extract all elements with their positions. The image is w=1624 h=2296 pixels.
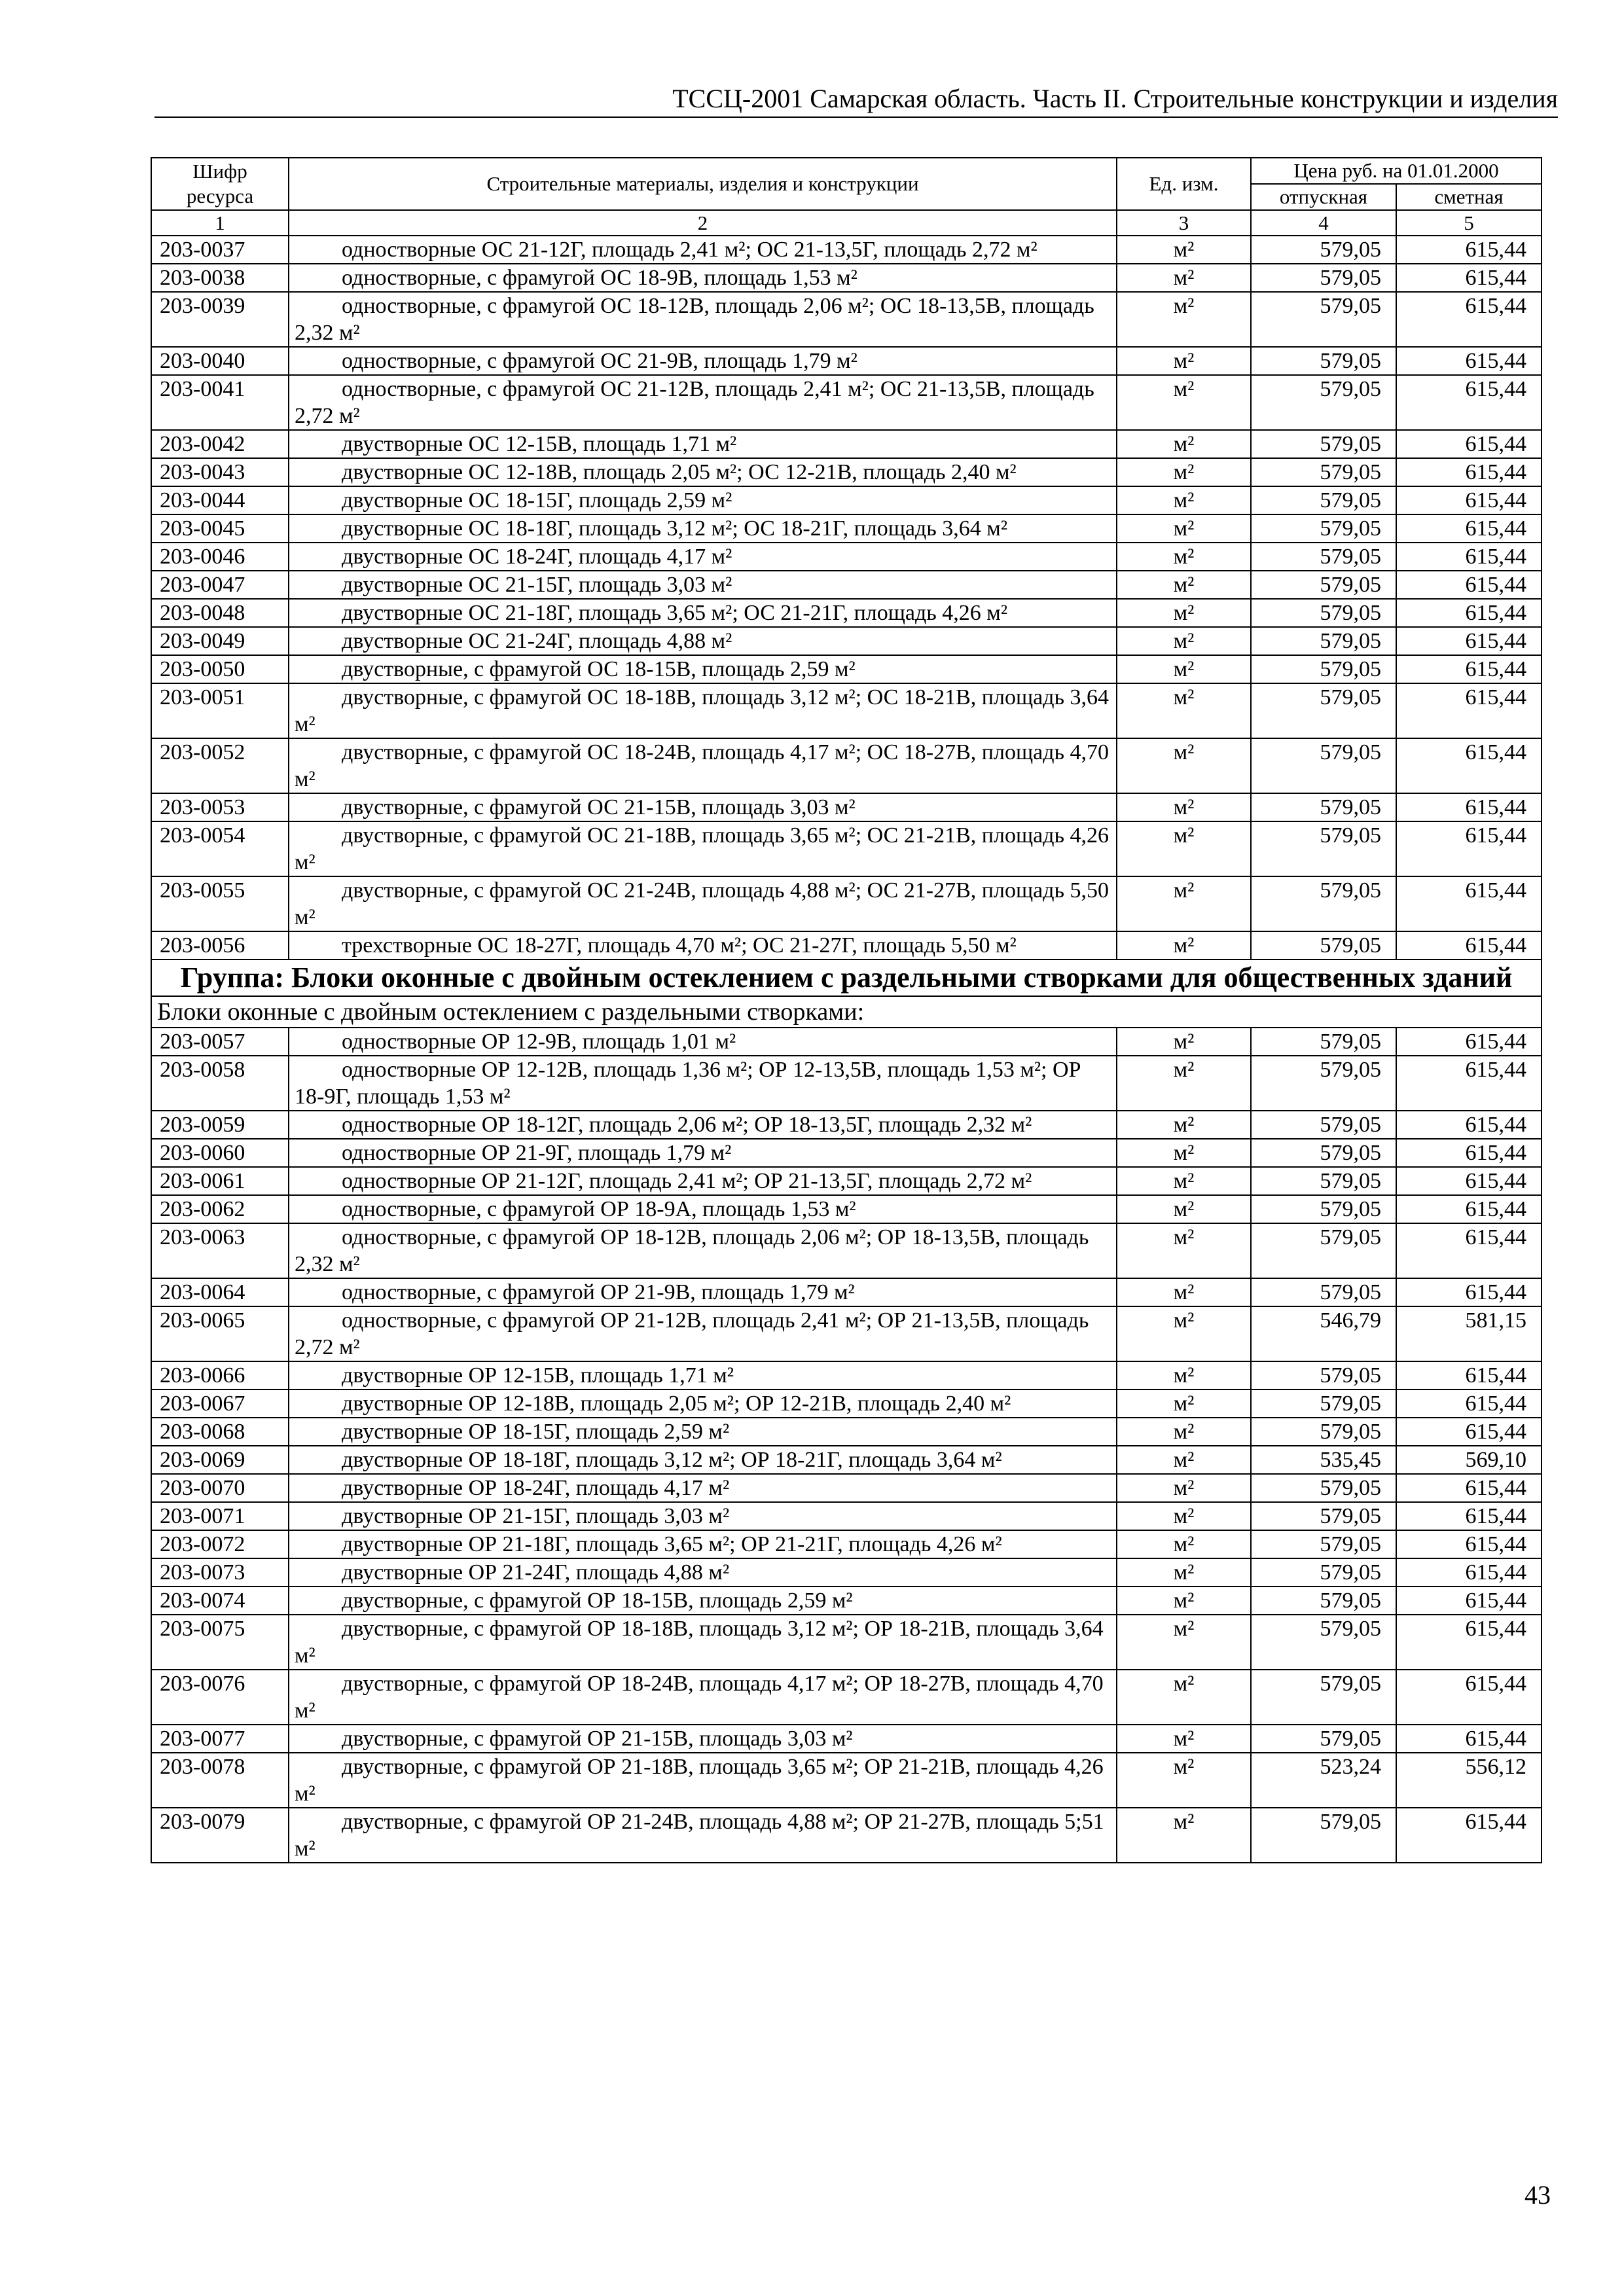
estimate-price: 615,44 xyxy=(1396,1223,1542,1278)
estimate-price: 581,15 xyxy=(1396,1306,1542,1361)
table-row xyxy=(151,1725,1542,1753)
item-description: одностворные, с фрамугой ОС 18-9В, площадь 1,53 м² xyxy=(289,264,1117,292)
unit-of-measure: м² xyxy=(1117,1587,1251,1615)
resource-code: 203-0049 xyxy=(151,627,289,655)
resource-code: 203-0067 xyxy=(151,1390,289,1418)
estimate-price: 615,44 xyxy=(1396,1028,1542,1056)
item-description: одностворные ОР 18-12Г, площадь 2,06 м²; ОР 18-13,5Г, площадь 2,32 м² xyxy=(289,1111,1117,1139)
estimate-price: 615,44 xyxy=(1396,655,1542,683)
wholesale-price: 579,05 xyxy=(1251,375,1396,430)
estimate-price: 615,44 xyxy=(1396,543,1542,571)
item-description: одностворные, с фрамугой ОС 21-9В, площадь 1,79 м² xyxy=(289,347,1117,375)
unit-of-measure: м² xyxy=(1117,1418,1251,1446)
table-row xyxy=(151,683,1542,738)
table-row xyxy=(151,347,1542,375)
unit-of-measure: м² xyxy=(1117,1167,1251,1195)
table-row xyxy=(151,1390,1542,1418)
table-row xyxy=(151,1028,1542,1056)
resource-code: 203-0079 xyxy=(151,1808,289,1863)
table-row xyxy=(151,599,1542,627)
table-row xyxy=(151,571,1542,599)
estimate-price: 615,44 xyxy=(1396,1139,1542,1167)
estimate-price: 615,44 xyxy=(1396,236,1542,264)
page-number: 43 xyxy=(1525,2180,1551,2210)
item-description: двустворные ОР 18-18Г, площадь 3,12 м²; ОР 18-21Г, площадь 3,64 м² xyxy=(289,1446,1117,1474)
unit-of-measure: м² xyxy=(1117,1446,1251,1474)
wholesale-price: 579,05 xyxy=(1251,1808,1396,1863)
wholesale-price: 579,05 xyxy=(1251,236,1396,264)
resource-code: 203-0062 xyxy=(151,1195,289,1223)
wholesale-price: 579,05 xyxy=(1251,1167,1396,1195)
item-description: двустворные ОС 12-15В, площадь 1,71 м² xyxy=(289,430,1117,458)
unit-of-measure: м² xyxy=(1117,1278,1251,1306)
resource-code: 203-0053 xyxy=(151,793,289,821)
column-number: 5 xyxy=(1396,210,1542,236)
unit-of-measure: м² xyxy=(1117,821,1251,876)
item-description: одностворные ОР 21-9Г, площадь 1,79 м² xyxy=(289,1139,1117,1167)
wholesale-price: 579,05 xyxy=(1251,1530,1396,1558)
estimate-price: 615,44 xyxy=(1396,1725,1542,1753)
item-description: двустворные, с фрамугой ОС 21-24В, площадь 4,88 м²; ОС 21-27В, площадь 5,50 м² xyxy=(289,876,1117,931)
unit-of-measure: м² xyxy=(1117,1111,1251,1139)
resource-code: 203-0039 xyxy=(151,292,289,347)
resource-code: 203-0077 xyxy=(151,1725,289,1753)
table-row xyxy=(151,1808,1542,1863)
unit-of-measure: м² xyxy=(1117,292,1251,347)
col-header-wholesale: отпускная xyxy=(1251,184,1396,210)
estimate-price: 615,44 xyxy=(1396,486,1542,514)
estimate-price: 615,44 xyxy=(1396,821,1542,876)
wholesale-price: 579,05 xyxy=(1251,1502,1396,1530)
header-rule xyxy=(154,117,1558,118)
unit-of-measure: м² xyxy=(1117,1361,1251,1390)
resource-code: 203-0070 xyxy=(151,1474,289,1502)
rows-part1 xyxy=(151,236,1542,960)
table-row xyxy=(151,876,1542,931)
unit-of-measure: м² xyxy=(1117,1615,1251,1670)
unit-of-measure: м² xyxy=(1117,599,1251,627)
wholesale-price: 579,05 xyxy=(1251,1725,1396,1753)
table-row xyxy=(151,1306,1542,1361)
estimate-price: 615,44 xyxy=(1396,1615,1542,1670)
unit-of-measure: м² xyxy=(1117,375,1251,430)
wholesale-price: 579,05 xyxy=(1251,1028,1396,1056)
col-header-estimate: сметная xyxy=(1396,184,1542,210)
item-description: двустворные, с фрамугой ОР 21-18В, площадь 3,65 м²; ОР 21-21В, площадь 4,26 м² xyxy=(289,1753,1117,1808)
item-description: двустворные ОС 12-18В, площадь 2,05 м²; ОС 12-21В, площадь 2,40 м² xyxy=(289,458,1117,486)
item-description: двустворные, с фрамугой ОС 21-15В, площадь 3,03 м² xyxy=(289,793,1117,821)
unit-of-measure: м² xyxy=(1117,655,1251,683)
resource-code: 203-0037 xyxy=(151,236,289,264)
estimate-price: 615,44 xyxy=(1396,264,1542,292)
wholesale-price: 579,05 xyxy=(1251,1139,1396,1167)
estimate-price: 615,44 xyxy=(1396,1278,1542,1306)
column-number: 1 xyxy=(151,210,289,236)
wholesale-price: 579,05 xyxy=(1251,821,1396,876)
resource-code: 203-0061 xyxy=(151,1167,289,1195)
wholesale-price: 579,05 xyxy=(1251,1278,1396,1306)
unit-of-measure: м² xyxy=(1117,1474,1251,1502)
item-description: двустворные ОС 21-15Г, площадь 3,03 м² xyxy=(289,571,1117,599)
table-row xyxy=(151,793,1542,821)
table-row xyxy=(151,1361,1542,1390)
item-description: трехстворные ОС 18-27Г, площадь 4,70 м²; ОС 21-27Г, площадь 5,50 м² xyxy=(289,931,1117,960)
table-row xyxy=(151,1474,1542,1502)
resource-code: 203-0065 xyxy=(151,1306,289,1361)
resource-code: 203-0046 xyxy=(151,543,289,571)
wholesale-price: 579,05 xyxy=(1251,1418,1396,1446)
unit-of-measure: м² xyxy=(1117,571,1251,599)
table-row xyxy=(151,1670,1542,1725)
wholesale-price: 579,05 xyxy=(1251,655,1396,683)
subheading-row xyxy=(151,996,1542,1028)
estimate-price: 615,44 xyxy=(1396,1502,1542,1530)
resource-code: 203-0051 xyxy=(151,683,289,738)
resource-code: 203-0050 xyxy=(151,655,289,683)
resource-code: 203-0059 xyxy=(151,1111,289,1139)
item-description: двустворные ОР 18-24Г, площадь 4,17 м² xyxy=(289,1474,1117,1502)
unit-of-measure: м² xyxy=(1117,1056,1251,1111)
col-header-code: Шифр ресурса xyxy=(151,158,289,210)
resource-code: 203-0042 xyxy=(151,430,289,458)
item-description: двустворные ОР 21-24Г, площадь 4,88 м² xyxy=(289,1558,1117,1587)
resource-code: 203-0058 xyxy=(151,1056,289,1111)
estimate-price: 615,44 xyxy=(1396,1361,1542,1390)
wholesale-price: 579,05 xyxy=(1251,1361,1396,1390)
estimate-price: 615,44 xyxy=(1396,347,1542,375)
column-number: 3 xyxy=(1117,210,1251,236)
header-row xyxy=(151,158,1542,184)
item-description: одностворные ОР 21-12Г, площадь 2,41 м²; ОР 21-13,5Г, площадь 2,72 м² xyxy=(289,1167,1117,1195)
table-row xyxy=(151,486,1542,514)
resource-code: 203-0054 xyxy=(151,821,289,876)
group-section xyxy=(151,960,1542,1028)
wholesale-price: 579,05 xyxy=(1251,571,1396,599)
wholesale-price: 579,05 xyxy=(1251,458,1396,486)
estimate-price: 615,44 xyxy=(1396,1474,1542,1502)
table-row xyxy=(151,430,1542,458)
estimate-price: 615,44 xyxy=(1396,627,1542,655)
estimate-price: 615,44 xyxy=(1396,683,1542,738)
item-description: двустворные ОР 12-15В, площадь 1,71 м² xyxy=(289,1361,1117,1390)
wholesale-price: 579,05 xyxy=(1251,931,1396,960)
resource-code: 203-0075 xyxy=(151,1615,289,1670)
wholesale-price: 579,05 xyxy=(1251,430,1396,458)
wholesale-price: 579,05 xyxy=(1251,793,1396,821)
table-row xyxy=(151,1558,1542,1587)
unit-of-measure: м² xyxy=(1117,1139,1251,1167)
item-description: двустворные ОС 18-15Г, площадь 2,59 м² xyxy=(289,486,1117,514)
wholesale-price: 546,79 xyxy=(1251,1306,1396,1361)
resource-code: 203-0047 xyxy=(151,571,289,599)
wholesale-price: 579,05 xyxy=(1251,876,1396,931)
wholesale-price: 579,05 xyxy=(1251,1558,1396,1587)
table-row xyxy=(151,1418,1542,1446)
wholesale-price: 579,05 xyxy=(1251,1670,1396,1725)
wholesale-price: 579,05 xyxy=(1251,738,1396,793)
item-description: двустворные, с фрамугой ОС 18-18В, площадь 3,12 м²; ОС 18-21В, площадь 3,64 м² xyxy=(289,683,1117,738)
table-row xyxy=(151,738,1542,793)
resource-code: 203-0069 xyxy=(151,1446,289,1474)
table-row xyxy=(151,1587,1542,1615)
unit-of-measure: м² xyxy=(1117,1725,1251,1753)
resource-code: 203-0063 xyxy=(151,1223,289,1278)
table-row xyxy=(151,375,1542,430)
unit-of-measure: м² xyxy=(1117,1223,1251,1278)
unit-of-measure: м² xyxy=(1117,543,1251,571)
item-description: двустворные, с фрамугой ОР 21-24В, площадь 4,88 м²; ОР 21-27В, площадь 5;51 м² xyxy=(289,1808,1117,1863)
wholesale-price: 579,05 xyxy=(1251,347,1396,375)
table-row xyxy=(151,1753,1542,1808)
resource-code: 203-0043 xyxy=(151,458,289,486)
column-number-row xyxy=(151,210,1542,236)
resource-code: 203-0064 xyxy=(151,1278,289,1306)
item-description: двустворные, с фрамугой ОР 18-24В, площадь 4,17 м²; ОР 18-27В, площадь 4,70 м² xyxy=(289,1670,1117,1725)
item-description: одностворные ОР 12-12В, площадь 1,36 м²; ОР 12-13,5В, площадь 1,53 м²; ОР 18-9Г, площадь 1,53 м² xyxy=(289,1056,1117,1111)
item-description: одностворные, с фрамугой ОС 21-12В, площадь 2,41 м²; ОС 21-13,5В, площадь 2,72 м² xyxy=(289,375,1117,430)
estimate-price: 556,12 xyxy=(1396,1753,1542,1808)
resource-code: 203-0076 xyxy=(151,1670,289,1725)
estimate-price: 615,44 xyxy=(1396,931,1542,960)
unit-of-measure: м² xyxy=(1117,458,1251,486)
estimate-price: 615,44 xyxy=(1396,1390,1542,1418)
wholesale-price: 523,24 xyxy=(1251,1753,1396,1808)
wholesale-price: 579,05 xyxy=(1251,1390,1396,1418)
estimate-price: 615,44 xyxy=(1396,1418,1542,1446)
table-row xyxy=(151,627,1542,655)
item-description: двустворные, с фрамугой ОС 18-15В, площадь 2,59 м² xyxy=(289,655,1117,683)
estimate-price: 615,44 xyxy=(1396,458,1542,486)
unit-of-measure: м² xyxy=(1117,347,1251,375)
col-header-description: Строительные материалы, изделия и конструкции xyxy=(289,158,1117,210)
column-number: 2 xyxy=(289,210,1117,236)
table-row xyxy=(151,1056,1542,1111)
price-table xyxy=(151,157,1542,1863)
unit-of-measure: м² xyxy=(1117,264,1251,292)
resource-code: 203-0044 xyxy=(151,486,289,514)
estimate-price: 569,10 xyxy=(1396,1446,1542,1474)
table-row xyxy=(151,1167,1542,1195)
item-description: одностворные, с фрамугой ОР 18-9А, площадь 1,53 м² xyxy=(289,1195,1117,1223)
unit-of-measure: м² xyxy=(1117,514,1251,543)
estimate-price: 615,44 xyxy=(1396,514,1542,543)
resource-code: 203-0040 xyxy=(151,347,289,375)
unit-of-measure: м² xyxy=(1117,876,1251,931)
resource-code: 203-0057 xyxy=(151,1028,289,1056)
resource-code: 203-0074 xyxy=(151,1587,289,1615)
table-row xyxy=(151,1223,1542,1278)
resource-code: 203-0048 xyxy=(151,599,289,627)
item-description: двустворные ОС 18-18Г, площадь 3,12 м²; ОС 18-21Г, площадь 3,64 м² xyxy=(289,514,1117,543)
unit-of-measure: м² xyxy=(1117,1670,1251,1725)
table-row xyxy=(151,1139,1542,1167)
estimate-price: 615,44 xyxy=(1396,1167,1542,1195)
wholesale-price: 579,05 xyxy=(1251,1056,1396,1111)
column-number: 4 xyxy=(1251,210,1396,236)
table-row xyxy=(151,236,1542,264)
estimate-price: 615,44 xyxy=(1396,292,1542,347)
table-row xyxy=(151,1530,1542,1558)
table-row xyxy=(151,514,1542,543)
resource-code: 203-0045 xyxy=(151,514,289,543)
wholesale-price: 579,05 xyxy=(1251,1195,1396,1223)
item-description: двустворные, с фрамугой ОР 21-15В, площадь 3,03 м² xyxy=(289,1725,1117,1753)
unit-of-measure: м² xyxy=(1117,1502,1251,1530)
item-description: двустворные ОС 21-18Г, площадь 3,65 м²; ОС 21-21Г, площадь 4,26 м² xyxy=(289,599,1117,627)
resource-code: 203-0056 xyxy=(151,931,289,960)
col-header-price-group: Цена руб. на 01.01.2000 xyxy=(1251,158,1542,184)
wholesale-price: 579,05 xyxy=(1251,1587,1396,1615)
resource-code: 203-0066 xyxy=(151,1361,289,1390)
resource-code: 203-0072 xyxy=(151,1530,289,1558)
group-row xyxy=(151,960,1542,996)
unit-of-measure: м² xyxy=(1117,486,1251,514)
unit-of-measure: м² xyxy=(1117,931,1251,960)
unit-of-measure: м² xyxy=(1117,738,1251,793)
item-description: двустворные ОР 12-18В, площадь 2,05 м²; ОР 12-21В, площадь 2,40 м² xyxy=(289,1390,1117,1418)
table-row xyxy=(151,1502,1542,1530)
item-description: двустворные ОС 21-24Г, площадь 4,88 м² xyxy=(289,627,1117,655)
item-description: двустворные, с фрамугой ОС 21-18В, площадь 3,65 м²; ОС 21-21В, площадь 4,26 м² xyxy=(289,821,1117,876)
estimate-price: 615,44 xyxy=(1396,1558,1542,1587)
resource-code: 203-0052 xyxy=(151,738,289,793)
resource-code: 203-0055 xyxy=(151,876,289,931)
table-row xyxy=(151,1615,1542,1670)
unit-of-measure: м² xyxy=(1117,683,1251,738)
estimate-price: 615,44 xyxy=(1396,876,1542,931)
unit-of-measure: м² xyxy=(1117,1306,1251,1361)
unit-of-measure: м² xyxy=(1117,793,1251,821)
wholesale-price: 579,05 xyxy=(1251,543,1396,571)
wholesale-price: 579,05 xyxy=(1251,1223,1396,1278)
wholesale-price: 579,05 xyxy=(1251,292,1396,347)
wholesale-price: 535,45 xyxy=(1251,1446,1396,1474)
estimate-price: 615,44 xyxy=(1396,1808,1542,1863)
table-row xyxy=(151,458,1542,486)
item-description: одностворные, с фрамугой ОР 21-12В, площадь 2,41 м²; ОР 21-13,5В, площадь 2,72 м² xyxy=(289,1306,1117,1361)
item-description: одностворные ОС 21-12Г, площадь 2,41 м²; ОС 21-13,5Г, площадь 2,72 м² xyxy=(289,236,1117,264)
unit-of-measure: м² xyxy=(1117,1390,1251,1418)
table-row xyxy=(151,292,1542,347)
estimate-price: 615,44 xyxy=(1396,1530,1542,1558)
col-header-unit: Ед. изм. xyxy=(1117,158,1251,210)
item-description: двустворные ОР 18-15Г, площадь 2,59 м² xyxy=(289,1418,1117,1446)
resource-code: 203-0038 xyxy=(151,264,289,292)
table-row xyxy=(151,1111,1542,1139)
wholesale-price: 579,05 xyxy=(1251,264,1396,292)
estimate-price: 615,44 xyxy=(1396,1587,1542,1615)
table-row xyxy=(151,821,1542,876)
wholesale-price: 579,05 xyxy=(1251,599,1396,627)
unit-of-measure: м² xyxy=(1117,1530,1251,1558)
table-row xyxy=(151,655,1542,683)
table-row xyxy=(151,931,1542,960)
resource-code: 203-0078 xyxy=(151,1753,289,1808)
resource-code: 203-0060 xyxy=(151,1139,289,1167)
unit-of-measure: м² xyxy=(1117,1028,1251,1056)
estimate-price: 615,44 xyxy=(1396,738,1542,793)
table-row xyxy=(151,264,1542,292)
wholesale-price: 579,05 xyxy=(1251,486,1396,514)
item-description: одностворные ОР 12-9В, площадь 1,01 м² xyxy=(289,1028,1117,1056)
resource-code: 203-0073 xyxy=(151,1558,289,1587)
unit-of-measure: м² xyxy=(1117,1808,1251,1863)
unit-of-measure: м² xyxy=(1117,627,1251,655)
item-description: двустворные, с фрамугой ОР 18-18В, площадь 3,12 м²; ОР 18-21В, площадь 3,64 м² xyxy=(289,1615,1117,1670)
wholesale-price: 579,05 xyxy=(1251,514,1396,543)
wholesale-price: 579,05 xyxy=(1251,683,1396,738)
resource-code: 203-0041 xyxy=(151,375,289,430)
item-description: двустворные, с фрамугой ОС 18-24В, площадь 4,17 м²; ОС 18-27В, площадь 4,70 м² xyxy=(289,738,1117,793)
table-row xyxy=(151,1446,1542,1474)
table-row xyxy=(151,1278,1542,1306)
wholesale-price: 579,05 xyxy=(1251,1111,1396,1139)
estimate-price: 615,44 xyxy=(1396,1670,1542,1725)
estimate-price: 615,44 xyxy=(1396,1056,1542,1111)
resource-code: 203-0071 xyxy=(151,1502,289,1530)
estimate-price: 615,44 xyxy=(1396,571,1542,599)
item-description: одностворные, с фрамугой ОР 21-9В, площадь 1,79 м² xyxy=(289,1278,1117,1306)
estimate-price: 615,44 xyxy=(1396,793,1542,821)
estimate-price: 615,44 xyxy=(1396,599,1542,627)
table-row xyxy=(151,1195,1542,1223)
unit-of-measure: м² xyxy=(1117,430,1251,458)
unit-of-measure: м² xyxy=(1117,1753,1251,1808)
subheading: Блоки оконные с двойным остеклением с раздельными створками: xyxy=(151,996,1542,1028)
estimate-price: 615,44 xyxy=(1396,430,1542,458)
unit-of-measure: м² xyxy=(1117,1558,1251,1587)
item-description: двустворные, с фрамугой ОР 18-15В, площадь 2,59 м² xyxy=(289,1587,1117,1615)
table-row xyxy=(151,543,1542,571)
wholesale-price: 579,05 xyxy=(1251,627,1396,655)
item-description: двустворные ОР 21-15Г, площадь 3,03 м² xyxy=(289,1502,1117,1530)
estimate-price: 615,44 xyxy=(1396,375,1542,430)
estimate-price: 615,44 xyxy=(1396,1111,1542,1139)
unit-of-measure: м² xyxy=(1117,236,1251,264)
wholesale-price: 579,05 xyxy=(1251,1615,1396,1670)
rows-part2 xyxy=(151,1028,1542,1863)
item-description: двустворные ОР 21-18Г, площадь 3,65 м²; ОР 21-21Г, площадь 4,26 м² xyxy=(289,1530,1117,1558)
item-description: двустворные ОС 18-24Г, площадь 4,17 м² xyxy=(289,543,1117,571)
resource-code: 203-0068 xyxy=(151,1418,289,1446)
item-description: одностворные, с фрамугой ОС 18-12В, площадь 2,06 м²; ОС 18-13,5В, площадь 2,32 м² xyxy=(289,292,1117,347)
item-description: одностворные, с фрамугой ОР 18-12В, площадь 2,06 м²; ОР 18-13,5В, площадь 2,32 м² xyxy=(289,1223,1117,1278)
wholesale-price: 579,05 xyxy=(1251,1474,1396,1502)
running-header: ТССЦ-2001 Самарская область. Часть II. Строительные конструкции и изделия xyxy=(672,84,1558,113)
estimate-price: 615,44 xyxy=(1396,1195,1542,1223)
unit-of-measure: м² xyxy=(1117,1195,1251,1223)
group-title: Группа: Блоки оконные с двойным остеклением с раздельными створками для общественных зданий xyxy=(151,960,1542,996)
